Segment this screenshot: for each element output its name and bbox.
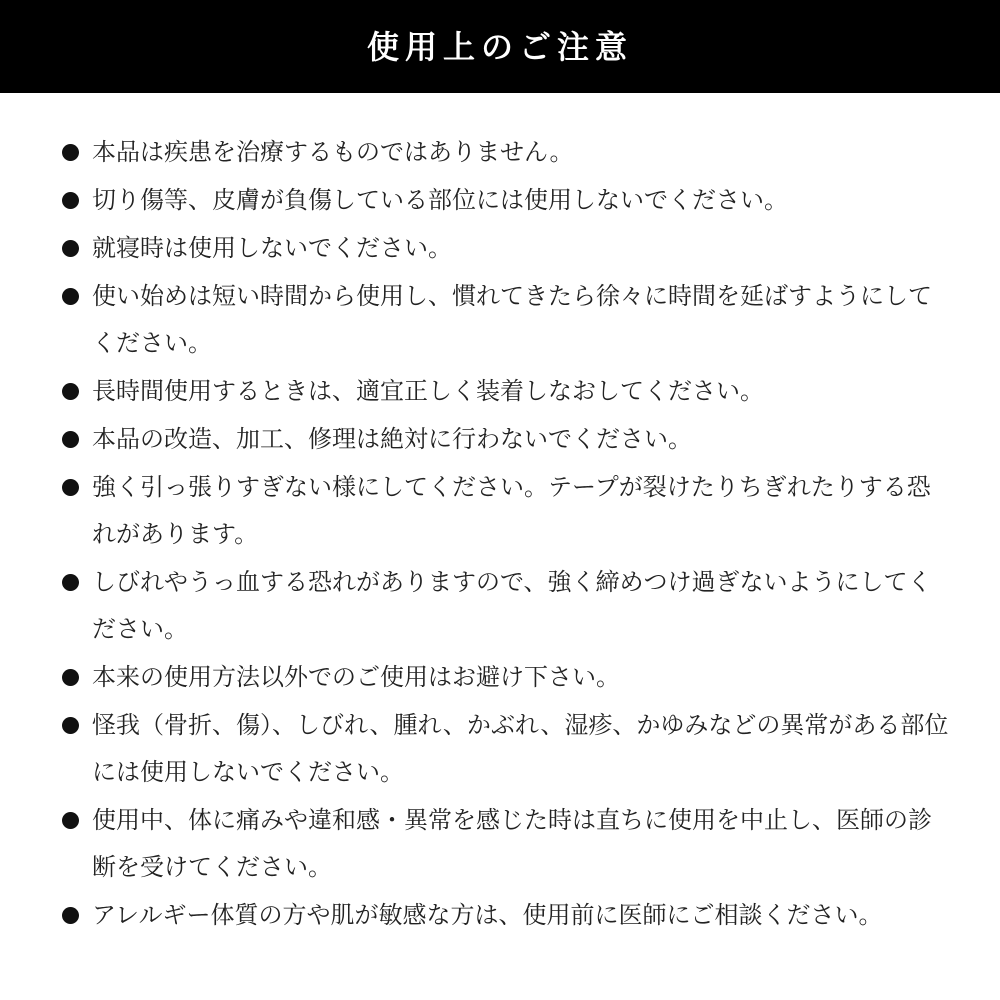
- bullet-dot-icon: [62, 717, 79, 734]
- caution-item: [62, 464, 952, 558]
- bullet-dot-icon: [62, 192, 79, 209]
- caution-text: 強く引っ張りすぎない様にしてください。テープが裂けたりちぎれたりする恐れがあります。: [92, 473, 931, 548]
- header-bar: [0, 0, 1000, 93]
- caution-text: 長時間使用するときは、適宜正しく装着しなおしてください。: [92, 377, 764, 405]
- bullet-dot-icon: [62, 479, 79, 496]
- bullet-dot-icon: [62, 240, 79, 257]
- bullet-dot-icon: [62, 383, 79, 400]
- bullet-dot-icon: [62, 431, 79, 448]
- caution-text: 本品の改造、加工、修理は絶対に行わないでください。: [92, 425, 692, 453]
- caution-item: [62, 416, 952, 463]
- bullet-dot-icon: [62, 669, 79, 686]
- caution-item: [62, 225, 952, 272]
- caution-list: [62, 129, 952, 940]
- caution-item: [62, 273, 952, 367]
- caution-text: 使用中、体に痛みや違和感・異常を感じた時は直ちに使用を中止し、医師の診断を受けてください。: [92, 806, 932, 881]
- caution-text: 使い始めは短い時間から使用し、慣れてきたら徐々に時間を延ばすようにしてください。: [92, 282, 932, 357]
- bullet-dot-icon: [62, 907, 79, 924]
- caution-text: しびれやうっ血する恐れがありますので、強く締めつけ過ぎないようにしてください。: [92, 568, 932, 643]
- caution-text: 切り傷等、皮膚が負傷している部位には使用しないでください。: [92, 186, 788, 214]
- bullet-dot-icon: [62, 288, 79, 305]
- bullet-dot-icon: [62, 574, 79, 591]
- caution-text: 本来の使用方法以外でのご使用はお避け下さい。: [92, 663, 620, 691]
- caution-item: [62, 797, 952, 891]
- caution-text: 本品は疾患を治療するものではありません。: [92, 138, 574, 166]
- caution-item: [62, 654, 952, 701]
- caution-item: [62, 559, 952, 653]
- caution-text: 就寝時は使用しないでください。: [92, 234, 452, 262]
- caution-item: [62, 177, 952, 224]
- page-title: 使用上のご注意: [366, 27, 633, 66]
- caution-item: [62, 368, 952, 415]
- caution-item: [62, 129, 952, 176]
- caution-text: アレルギー体質の方や肌が敏感な方は、使用前に医師にご相談ください。: [92, 901, 883, 929]
- caution-item: [62, 702, 952, 796]
- caution-text: 怪我（骨折、傷）、しびれ、腫れ、かぶれ、湿疹、かゆみなどの異常がある部位には使用しないでください。: [92, 711, 949, 786]
- bullet-dot-icon: [62, 812, 79, 829]
- caution-item: [62, 892, 952, 939]
- bullet-dot-icon: [62, 144, 79, 161]
